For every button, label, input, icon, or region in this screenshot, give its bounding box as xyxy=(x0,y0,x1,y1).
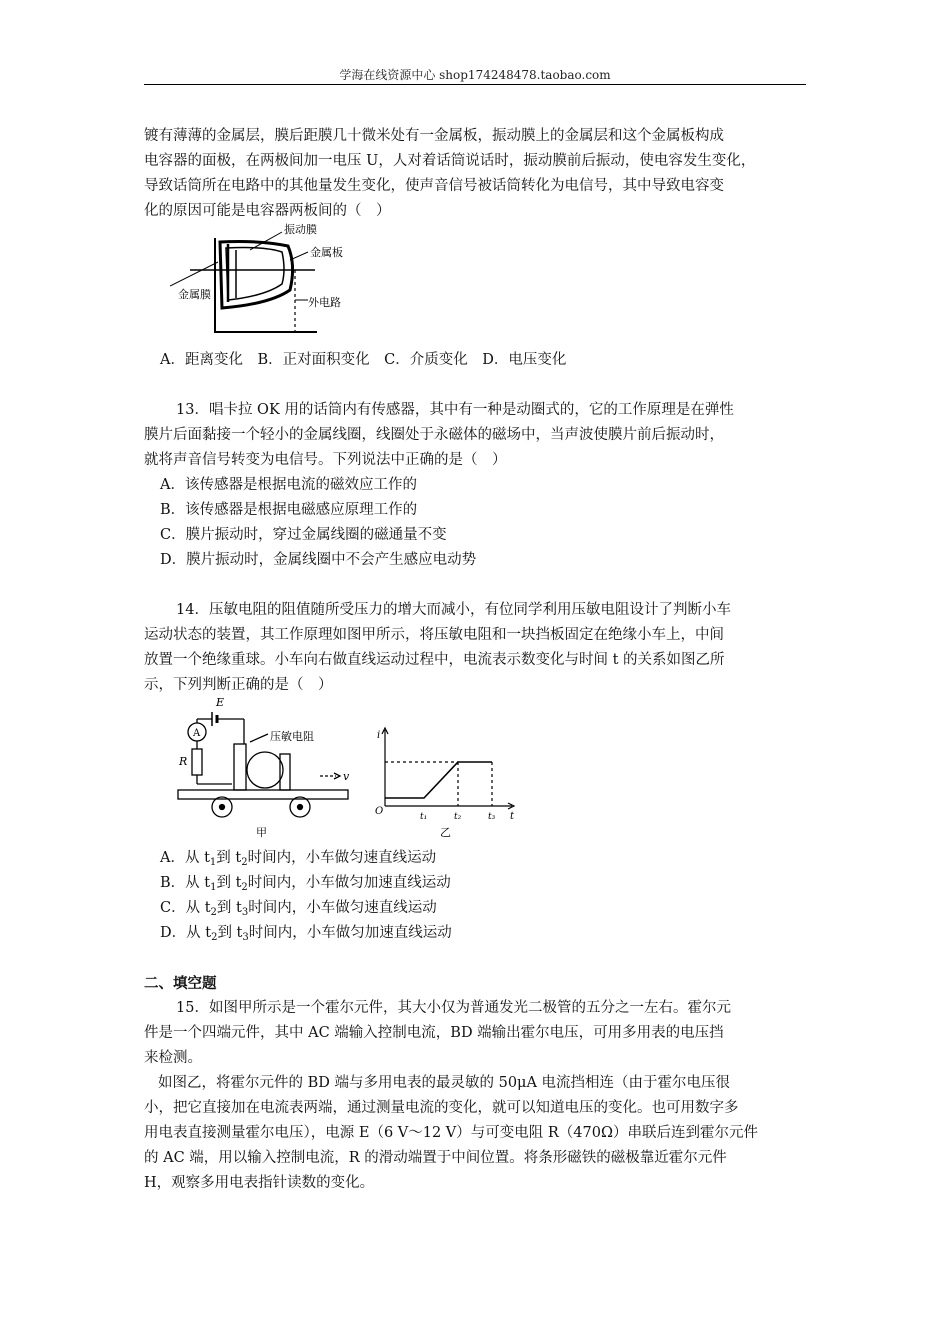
q15-para2-line-1: 如图乙，将霍尔元件的 BD 端与多用电表的最灵敏的 50μA 电流挡相连（由于霍尔电压很 xyxy=(158,1075,731,1091)
casing-outline xyxy=(215,238,317,332)
cart-circuit-figure xyxy=(172,694,362,844)
q13-option-c: C．膜片振动时，穿过金属线圈的磁通量不变 xyxy=(160,527,447,543)
q15-line-1: 15．如图甲所示是一个霍尔元件，其大小仅为普通发光二极管的五分之一左右。霍尔元 xyxy=(176,1000,731,1016)
q15-line-2: 件是一个四端元件，其中 AC 端输入控制电流，BD 端输出霍尔电压，可用多用表的电压挡 xyxy=(144,1025,724,1041)
pressure-resistor xyxy=(234,744,246,790)
q12-line-3: 导致话筒所在电路中的其他量发生变化，使声音信号被话筒转化为电信号，其中导致电容变 xyxy=(144,178,724,194)
page-header: 学海在线资源中心 shop174248478.taobao.com xyxy=(339,68,611,82)
resistor-r xyxy=(192,749,202,775)
q12-options: A．距离变化 B．正对面积变化 C．介质变化 D．电压变化 xyxy=(160,352,567,368)
label-v: v xyxy=(343,770,350,783)
section-title: 二、填空题 xyxy=(144,975,217,992)
q15-para2-line-3: 用电表直接测量霍尔电压），电源 E（6 V～12 V）与可变电阻 R（470Ω）串联后连到霍尔元件 xyxy=(144,1125,759,1141)
q14-line-2: 运动状态的装置，其工作原理如图甲所示，将压敏电阻和一块挡板固定在绝缘小车上，中间 xyxy=(144,627,724,643)
q13-option-a: A．该传感器是根据电流的磁效应工作的 xyxy=(160,477,417,493)
q15-para2-line-2: 小，把它直接加在电流表两端，通过测量电流的变化，就可以知道电压的变化。也可用数字多 xyxy=(144,1100,739,1116)
label-pressure-resistor: 压敏电阻 xyxy=(270,730,314,743)
label-a: A xyxy=(193,728,201,739)
q14-option-c: C．从 $t_2$到 $t_3$时间内，小车做匀速直线运动 xyxy=(160,900,437,918)
q13-line-3: 就将声音信号转变为电信号。下列说法中正确的是（ ） xyxy=(144,452,507,468)
q14-line-3: 放置一个绝缘重球。小车向右做直线运动过程中，电流表示数变化与时间 t 的关系如图乙所 xyxy=(144,652,725,668)
tick-t3: t₃ xyxy=(488,812,496,822)
q15-para2-line-4: 的 AC 端，用以输入控制电流，R 的滑动端置于中间位置。将条形磁铁的磁极靠近霍尔元件 xyxy=(144,1150,727,1166)
label-t: t xyxy=(510,811,515,822)
q13-option-b: B．该传感器是根据电磁感应原理工作的 xyxy=(160,502,418,518)
label-o: O xyxy=(375,806,384,817)
q13-line-2: 膜片后面黏接一个轻小的金属线圈，线圈处于永磁体的磁场中，当声波使膜片前后振动时， xyxy=(144,427,724,443)
cart-body xyxy=(178,790,348,799)
q14-line-4: 示，下列判断正确的是（ ） xyxy=(144,677,333,693)
header-rule xyxy=(144,84,806,85)
baffle xyxy=(280,754,290,790)
q12-line-2: 电容器的面极，在两极间加一电压 U，人对着话筒说话时，振动膜前后振动，使电容发生变化， xyxy=(144,153,756,169)
q14-line-1: 14．压敏电阻的阻值随所受压力的增大而减小，有位同学利用压敏电阻设计了判断小车 xyxy=(176,602,731,618)
tick-t1: t₁ xyxy=(420,812,428,822)
q15-para2-line-5: H，观察多用电表指针读数的变化。 xyxy=(144,1175,375,1191)
label-r: R xyxy=(179,755,188,768)
q14-option-d: D．从 $t_2$到 $t_3$时间内，小车做匀加速直线运动 xyxy=(160,925,452,943)
label-plate: 金属板 xyxy=(310,246,343,259)
tick-t2: t₂ xyxy=(454,812,462,822)
label-membrane: 振动膜 xyxy=(284,223,317,236)
label-circuit: 外电路 xyxy=(308,296,341,309)
caption-a: 甲 xyxy=(256,826,267,839)
q13-line-1: 13．唱卡拉 OK 用的话筒内有传感器，其中有一种是动圈式的，它的工作原理是在弹性 xyxy=(176,402,734,418)
q14-option-a: A．从 $t_1$到 $t_2$时间内，小车做匀速直线运动 xyxy=(160,850,437,868)
q13-option-d: D．膜片振动时，金属线圈中不会产生感应电动势 xyxy=(160,552,477,568)
q12-line-1: 镀有薄薄的金属层，膜后距膜几十微米处有一金属板，振动膜上的金属层和这个金属板构成 xyxy=(144,128,724,144)
current-curve xyxy=(385,762,492,798)
q15-line-3: 来检测。 xyxy=(144,1050,202,1066)
caption-b: 乙 xyxy=(440,826,451,839)
q14-option-b: B．从 $t_1$到 $t_2$时间内，小车做匀加速直线运动 xyxy=(160,875,451,893)
label-i: i xyxy=(377,730,381,741)
microphone-figure xyxy=(170,220,360,340)
label-metal-film: 金属膜 xyxy=(178,288,211,301)
heavy-ball xyxy=(247,752,283,788)
q12-line-4: 化的原因可能是电容器两板间的（ ） xyxy=(144,203,391,219)
current-time-graph xyxy=(372,722,522,844)
label-e: E xyxy=(216,696,225,709)
